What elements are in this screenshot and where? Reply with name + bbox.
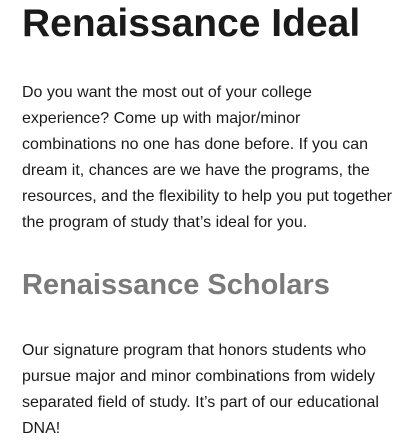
paragraph-line: Do you want the most out of your college: [22, 84, 312, 101]
paragraph-line: experience? Come up with major/minor: [22, 110, 301, 127]
paragraph-line: resources, and the flexibility to help you put together: [22, 188, 392, 205]
paragraph-line: pursue major and minor combinations from widely: [22, 368, 376, 385]
paragraph-line: the program of study that’s ideal for you.: [22, 214, 308, 231]
paragraph-line: combinations no one has done before. If you can: [22, 136, 369, 153]
paragraph-line: DNA!: [22, 420, 61, 437]
paragraph-line: dream it, chances are we have the programs, the: [22, 162, 370, 179]
section-heading: Renaissance Scholars: [22, 269, 330, 301]
renaissance-ideal-paragraph: [22, 80, 392, 236]
paragraph-line: separated field of study. It’s part of our educational: [22, 394, 379, 411]
paragraph-line: Our signature program that honors students who: [22, 342, 367, 359]
renaissance-scholars-paragraph: [22, 338, 382, 442]
page-title: Renaissance Ideal: [22, 2, 361, 45]
